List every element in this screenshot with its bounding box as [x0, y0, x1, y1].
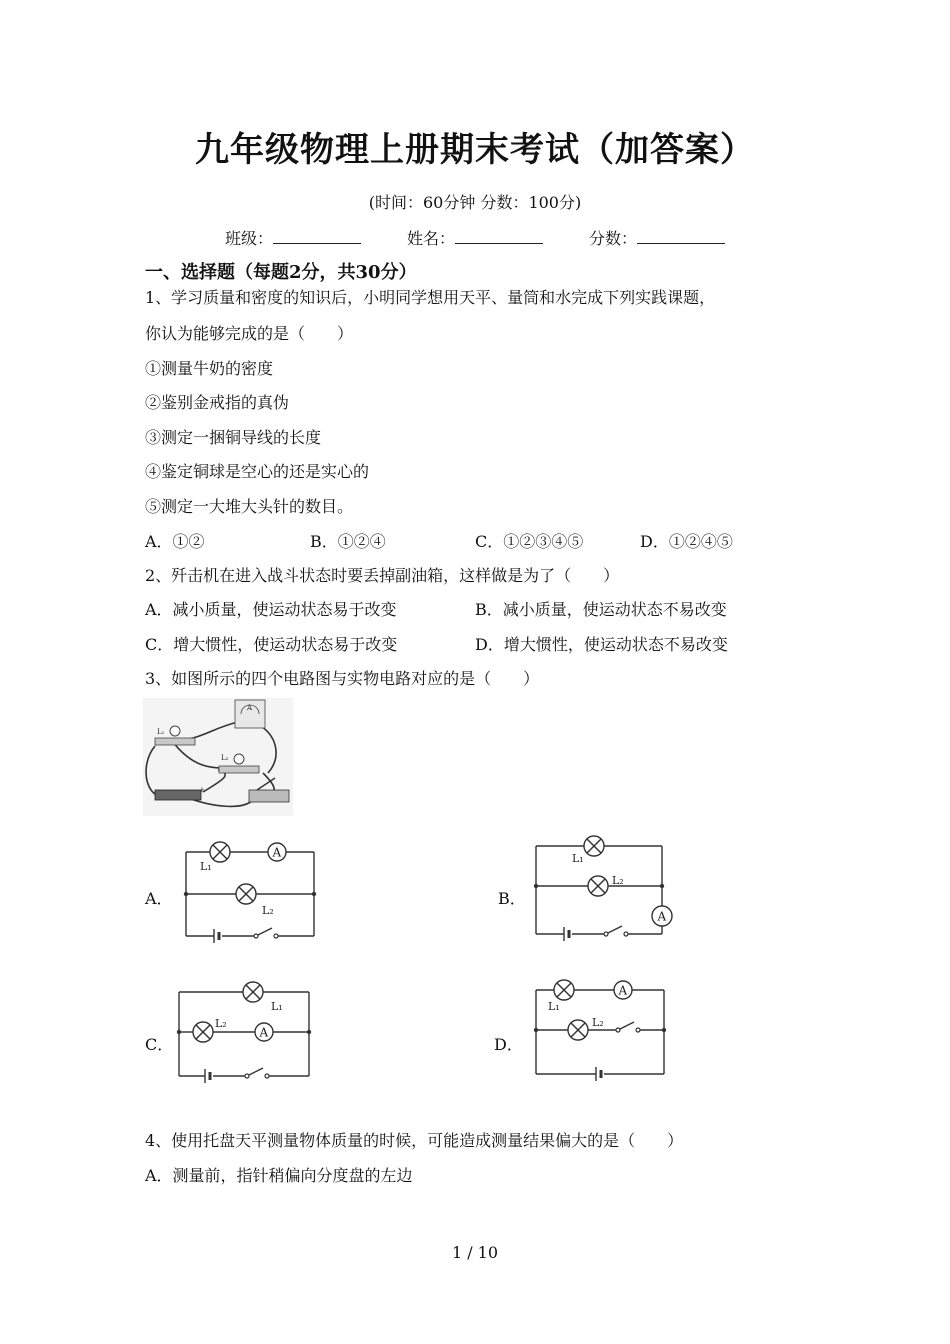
class-field[interactable]	[273, 229, 361, 244]
q1-option-d[interactable]: D．①②④⑤	[640, 532, 733, 551]
photo-label: L₂	[221, 754, 229, 762]
photo-label: +	[199, 786, 205, 794]
lamp-label-l1: L₁	[200, 860, 212, 873]
lamp-icon	[568, 1020, 588, 1040]
real-circuit-figure	[143, 698, 293, 816]
q1-item: ⑤测定一大堆大头针的数目。	[145, 497, 354, 516]
section-heading: 一、选择题（每题2分，共30分）	[145, 262, 417, 283]
ammeter-symbol: A	[259, 1025, 269, 1040]
lamp-icon	[236, 884, 256, 904]
lamp-label-l2: L₂	[592, 1016, 604, 1029]
ammeter-symbol: A	[657, 909, 667, 924]
lamp-icon	[193, 1022, 213, 1042]
q3-option-c-label[interactable]: C．	[145, 1035, 174, 1054]
lamp-label-l2: L₂	[262, 904, 274, 917]
circuit-b	[530, 832, 682, 946]
q1-item: ④鉴定铜球是空心的还是实心的	[145, 462, 370, 481]
q1-item: ③测定一捆铜导线的长度	[145, 428, 322, 447]
q4-stem: 4、使用托盘天平测量物体质量的时候，可能造成测量结果偏大的是（ ）	[145, 1131, 684, 1150]
bulb-l1-icon	[170, 726, 180, 736]
lamp-label-l1: L₁	[548, 1000, 560, 1013]
ammeter-icon	[268, 843, 286, 861]
time-score-line: (时间：60分钟 分数：100分)	[368, 193, 582, 212]
battery-pack	[155, 790, 201, 800]
score-label: 分数：	[589, 229, 638, 248]
q1-option-c[interactable]: C．①②③④⑤	[475, 532, 584, 551]
q1-item: ①测量牛奶的密度	[145, 359, 274, 378]
bulb-l2-base	[219, 766, 259, 773]
q1-stem-line2: 你认为能够完成的是（ ）	[145, 324, 354, 343]
q3-option-b-label[interactable]: B．	[498, 889, 526, 908]
lamp-icon	[243, 982, 263, 1002]
class-label: 班级：	[224, 229, 273, 248]
lamp-label-l2: L₂	[215, 1017, 227, 1030]
circuit-c	[175, 978, 315, 1088]
bulb-l1-base	[155, 738, 195, 745]
lamp-icon	[210, 842, 230, 862]
ammeter-icon	[652, 906, 672, 926]
circuit-a	[182, 836, 318, 944]
q2-option-d[interactable]: D．增大惯性，使运动状态不易改变	[475, 635, 728, 654]
q2-option-c[interactable]: C．增大惯性，使运动状态易于改变	[145, 635, 398, 654]
q2-stem: 2、歼击机在进入战斗状态时要丢掉副油箱，这样做是为了（ ）	[145, 566, 620, 585]
ammeter-icon	[614, 981, 632, 999]
switch-device	[249, 790, 289, 802]
photo-label: A	[247, 704, 253, 712]
lamp-label-l1: L₁	[271, 1000, 283, 1013]
ammeter-symbol: A	[272, 845, 282, 860]
name-field[interactable]	[455, 229, 543, 244]
q1-option-a[interactable]: A．①②	[145, 532, 205, 551]
q2-option-a[interactable]: A．减小质量，使运动状态易于改变	[145, 600, 397, 619]
name-label: 姓名：	[406, 229, 455, 248]
lamp-label-l1: L₁	[572, 852, 584, 865]
q1-stem-line1: 1、学习质量和密度的知识后，小明同学想用天平、量筒和水完成下列实践课题，	[145, 288, 716, 307]
q3-stem: 3、如图所示的四个电路图与实物电路对应的是（ ）	[145, 669, 540, 688]
ammeter-symbol: A	[618, 983, 628, 998]
q3-option-d-label[interactable]: D．	[494, 1035, 523, 1054]
q1-item: ②鉴别金戒指的真伪	[145, 393, 290, 412]
photo-label: L₁	[157, 728, 165, 736]
score-field[interactable]	[637, 229, 725, 244]
circuit-d	[530, 974, 670, 1084]
student-info-line	[0, 226, 950, 249]
lamp-icon	[584, 836, 604, 856]
q2-option-b[interactable]: B．减小质量，使运动状态不易改变	[475, 600, 727, 619]
lamp-icon	[588, 876, 608, 896]
q1-option-b[interactable]: B．①②④	[310, 532, 386, 551]
q3-option-a-label[interactable]: A．	[145, 889, 173, 908]
bulb-l2-icon	[234, 754, 244, 764]
q4-option-a[interactable]: A．测量前，指针稍偏向分度盘的左边	[145, 1166, 413, 1185]
page-number: 1 / 10	[451, 1243, 499, 1262]
page-title: 九年级物理上册期末考试（加答案）	[195, 130, 755, 170]
lamp-label-l2: L₂	[612, 874, 624, 887]
lamp-icon	[554, 980, 574, 1000]
ammeter-icon	[255, 1023, 273, 1041]
